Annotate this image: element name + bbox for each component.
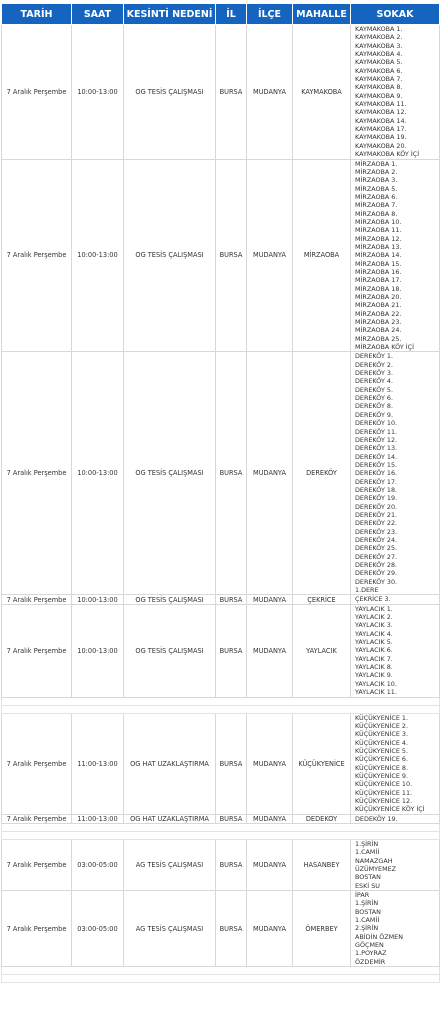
cell-ilce: MUDANYA (247, 814, 293, 823)
street-item: MİRZAOBA 3. (355, 176, 398, 185)
power-outage-table (1, 3, 440, 983)
cell-saat: 11:00-13:00 (72, 814, 124, 823)
street-item: MİRZAOBA 10. (355, 217, 402, 226)
cell-kesinti-nedeni: OG TESİS ÇALIŞMASI (124, 595, 216, 604)
cell-ilce: MUDANYA (247, 595, 293, 604)
cell-kesinti-nedeni: OG TESİS ÇALIŞMASI (124, 159, 216, 352)
street-item: YAYLACIK 1. (355, 604, 393, 613)
street-item: DEREKÖY 27. (355, 552, 398, 561)
street-item: MİRZAOBA 7. (355, 201, 398, 210)
street-item: ÇEKRİCE 3. (355, 595, 391, 604)
cell-ilce: MUDANYA (247, 839, 293, 890)
street-item: BOSTAN (355, 873, 381, 882)
table-row (2, 839, 440, 890)
street-item: KÜÇÜKYENİCE 11. (355, 788, 413, 797)
cell-tarih: 7 Aralık Perşembe (2, 891, 72, 967)
street-item: DEREKÖY 3. (355, 369, 393, 378)
street-item: YAYLACIK 3. (355, 621, 393, 630)
table-body (2, 25, 440, 983)
cell-mahalle: ÇEKRİCE (293, 595, 351, 604)
street-item: MİRZAOBA 5. (355, 184, 398, 193)
street-item: ESKİ SU (355, 881, 380, 890)
street-item: DEREKÖY 5. (355, 385, 393, 394)
street-item: DEREKÖY 21. (355, 510, 398, 519)
header-saat: SAAT (72, 4, 124, 25)
cell-tarih: 7 Aralık Perşembe (2, 595, 72, 604)
street-item: YAYLACIK 2. (355, 613, 393, 622)
street-item: YAYLACIK 6. (355, 646, 393, 655)
street-item: DEREKÖY 20. (355, 502, 398, 511)
street-item: ÖZDEMİR (355, 957, 386, 966)
cell-kesinti-nedeni: OG TESİS ÇALIŞMASI (124, 352, 216, 595)
cell-il: BURSA (216, 839, 247, 890)
street-item: KAYMAKOBA 20. (355, 141, 407, 150)
cell-ilce: MUDANYA (247, 25, 293, 160)
cell-kesinti-nedeni: OG HAT UZAKLAŞTIRMA (124, 713, 216, 814)
street-item: DEREKÖY 28. (355, 561, 398, 569)
street-item: DEREKÖY 25. (355, 544, 398, 553)
header-ilce: İLÇE (247, 4, 293, 25)
street-item: MİRZAOBA 11. (355, 226, 402, 235)
street-item: KÜÇÜKYENİCE 9. (355, 771, 409, 780)
cell-il: BURSA (216, 25, 247, 160)
empty-cell (2, 705, 440, 713)
header-tarih: TARİH (2, 4, 72, 25)
cell-saat: 03:00-05:00 (72, 891, 124, 967)
empty-row (2, 697, 440, 705)
street-item: ABİDİN ÖZMEN (355, 932, 403, 941)
cell-tarih: 7 Aralık Perşembe (2, 839, 72, 890)
street-item: DEDEKÖY 19. (355, 814, 398, 823)
street-item: MİRZAOBA 13. (355, 242, 402, 251)
street-item: KAYMAKOBA 14. (355, 116, 407, 125)
street-item: 1.CAMİİ (355, 916, 380, 925)
header-mahalle: MAHALLE (293, 4, 351, 25)
cell-mahalle: HASANBEY (293, 839, 351, 890)
cell-saat: 10:00-13:00 (72, 25, 124, 160)
street-item: GÖÇMEN (355, 941, 384, 950)
cell-kesinti-nedeni: OG HAT UZAKLAŞTIRMA (124, 814, 216, 823)
street-item: DEREKÖY 6. (355, 394, 393, 403)
cell-saat: 03:00-05:00 (72, 839, 124, 890)
table-row (2, 604, 440, 697)
cell-sokak (351, 891, 440, 967)
street-item: 1.DERE (355, 586, 379, 595)
cell-sokak (351, 604, 440, 697)
street-item: DEREKÖY 13. (355, 444, 398, 453)
cell-sokak (351, 713, 440, 814)
table-row (2, 352, 440, 595)
cell-mahalle: DEREKÖY (293, 352, 351, 595)
street-item: DEREKÖY 11. (355, 427, 398, 436)
cell-il: BURSA (216, 595, 247, 604)
cell-mahalle: KÜÇÜKYENİCE (293, 713, 351, 814)
cell-il: BURSA (216, 352, 247, 595)
cell-ilce: MUDANYA (247, 891, 293, 967)
street-item: DEREKÖY 15. (355, 460, 398, 469)
street-item: NAMAZGAH (355, 856, 393, 865)
street-item: KAYMAKOBA 9. (355, 91, 403, 100)
street-item: 1.ŞİRİN (355, 839, 379, 848)
street-item: KAYMAKOBA 1. (355, 25, 403, 33)
street-item: DEREKÖY 1. (355, 352, 393, 361)
street-item: 2.ŞİRİN (355, 924, 379, 933)
table-row (2, 814, 440, 823)
street-item: KAYMAKOBA 2. (355, 33, 403, 42)
cell-tarih: 7 Aralık Perşembe (2, 25, 72, 160)
cell-saat: 10:00-13:00 (72, 159, 124, 352)
header-kesinti-nedeni: KESİNTİ NEDENİ (124, 4, 216, 25)
cell-il: BURSA (216, 814, 247, 823)
cell-sokak (351, 839, 440, 890)
empty-cell (2, 967, 440, 975)
street-item: DEREKÖY 18. (355, 485, 398, 494)
street-item: MİRZAOBA 23. (355, 318, 402, 327)
street-item: MİRZAOBA 1. (355, 159, 398, 168)
cell-il: BURSA (216, 604, 247, 697)
street-item: ÜZÜMYEMEZ (355, 865, 397, 873)
cell-il: BURSA (216, 159, 247, 352)
street-item: KAYMAKOBA 17. (355, 125, 407, 134)
street-item: BOSTAN (355, 907, 381, 916)
street-item: 1.CAMİİ (355, 848, 380, 857)
street-item: DEREKÖY 12. (355, 435, 398, 444)
cell-mahalle: KAYMAKOBA (293, 25, 351, 160)
cell-ilce: MUDANYA (247, 352, 293, 595)
cell-il: BURSA (216, 713, 247, 814)
cell-tarih: 7 Aralık Perşembe (2, 604, 72, 697)
street-item: YAYLACIK 11. (355, 688, 397, 697)
street-item: DEREKÖY 17. (355, 477, 398, 486)
empty-cell (2, 831, 440, 839)
street-item: MİRZAOBA 25. (355, 334, 402, 343)
cell-mahalle: YAYLACIK (293, 604, 351, 697)
street-item: DEREKÖY 16. (355, 469, 398, 478)
street-item: DEREKÖY 19. (355, 494, 398, 503)
street-item: KÜÇÜKYENİCE 2. (355, 721, 409, 730)
street-item: YAYLACIK 9. (355, 671, 393, 680)
street-item: KAYMAKOBA 5. (355, 58, 403, 67)
cell-tarih: 7 Aralık Perşembe (2, 814, 72, 823)
street-item: DEREKÖY 23. (355, 527, 398, 536)
street-item: KAYMAKOBA 4. (355, 50, 403, 59)
street-item: KÜÇÜKYENİCE 12. (355, 796, 413, 805)
table-row (2, 891, 440, 967)
street-item: KÜÇÜKYENİCE 8. (355, 763, 409, 772)
table-header-row (2, 4, 440, 25)
cell-il: BURSA (216, 891, 247, 967)
street-item: MİRZAOBA 20. (355, 293, 402, 301)
street-item: DEREKÖY 22. (355, 519, 398, 528)
cell-kesinti-nedeni: AG TESİS ÇALIŞMASI (124, 891, 216, 967)
empty-row (2, 823, 440, 831)
street-item: DEREKÖY 24. (355, 535, 398, 544)
street-item: YAYLACIK 4. (355, 629, 393, 638)
street-item: YAYLACIK 5. (355, 638, 393, 647)
empty-row (2, 967, 440, 975)
cell-kesinti-nedeni: OG TESİS ÇALIŞMASI (124, 25, 216, 160)
cell-sokak (351, 352, 440, 595)
empty-row (2, 975, 440, 983)
street-item: KÜÇÜKYENİCE 3. (355, 730, 409, 739)
cell-mahalle: DEDEKÖY (293, 814, 351, 823)
street-item: KAYMAKOBA KÖY İÇİ (355, 150, 420, 159)
empty-row (2, 831, 440, 839)
cell-mahalle: ÖMERBEY (293, 891, 351, 967)
cell-saat: 10:00-13:00 (72, 352, 124, 595)
street-item: DEREKÖY 30. (355, 577, 398, 586)
cell-ilce: MUDANYA (247, 604, 293, 697)
street-item: YAYLACIK 10. (355, 679, 397, 688)
street-item: KÜÇÜKYENİCE 10. (355, 780, 413, 789)
cell-sokak (351, 814, 440, 823)
street-item: DEREKÖY 8. (355, 402, 393, 411)
cell-mahalle: MİRZAOBA (293, 159, 351, 352)
cell-sokak (351, 159, 440, 352)
cell-kesinti-nedeni: AG TESİS ÇALIŞMASI (124, 839, 216, 890)
street-item: 1.POYRAZ (355, 949, 387, 958)
street-item: KÜÇÜKYENİCE KÖY İÇİ (355, 805, 425, 814)
cell-sokak (351, 595, 440, 604)
cell-saat: 10:00-13:00 (72, 595, 124, 604)
street-item: MİRZAOBA 16. (355, 267, 402, 276)
table-row (2, 713, 440, 814)
empty-cell (2, 975, 440, 983)
cell-ilce: MUDANYA (247, 159, 293, 352)
street-item: İPAR (355, 891, 370, 900)
table-row (2, 595, 440, 604)
empty-cell (2, 697, 440, 705)
street-item: MİRZAOBA 17. (355, 276, 402, 285)
cell-saat: 10:00-13:00 (72, 604, 124, 697)
cell-sokak (351, 25, 440, 160)
street-item: MİRZAOBA 8. (355, 209, 398, 218)
empty-cell (2, 823, 440, 831)
street-item: KAYMAKOBA 3. (355, 41, 403, 50)
street-item: DEREKÖY 10. (355, 419, 398, 428)
street-item: MİRZAOBA 12. (355, 234, 402, 243)
street-item: MİRZAOBA 2. (355, 167, 398, 176)
street-item: MİRZAOBA KÖY İÇİ (355, 343, 414, 352)
street-item: MİRZAOBA 6. (355, 192, 398, 201)
cell-ilce: MUDANYA (247, 713, 293, 814)
street-item: KAYMAKOBA 12. (355, 108, 407, 117)
street-item: KAYMAKOBA 8. (355, 83, 403, 92)
cell-kesinti-nedeni: OG TESİS ÇALIŞMASI (124, 604, 216, 697)
street-item: MİRZAOBA 21. (355, 301, 402, 310)
street-item: KAYMAKOBA 6. (355, 66, 403, 75)
cell-tarih: 7 Aralık Perşembe (2, 159, 72, 352)
cell-tarih: 7 Aralık Perşembe (2, 352, 72, 595)
header-sokak: SOKAK (351, 4, 440, 25)
street-item: KAYMAKOBA 19. (355, 133, 407, 142)
cell-saat: 11:00-13:00 (72, 713, 124, 814)
empty-row (2, 705, 440, 713)
street-item: KÜÇÜKYENİCE 6. (355, 755, 409, 764)
street-item: YAYLACIK 7. (355, 654, 393, 663)
street-item: MİRZAOBA 14. (355, 251, 402, 260)
street-item: MİRZAOBA 15. (355, 259, 402, 268)
street-item: MİRZAOBA 18. (355, 284, 402, 293)
street-item: MİRZAOBA 24. (355, 326, 402, 335)
street-item: DEREKÖY 4. (355, 377, 393, 386)
street-item: DEREKÖY 29. (355, 569, 398, 578)
table-row (2, 25, 440, 160)
street-item: YAYLACIK 8. (355, 663, 393, 672)
street-item: KÜÇÜKYENİCE 1. (355, 713, 409, 722)
header-il: İL (216, 4, 247, 25)
street-item: DEREKÖY 2. (355, 360, 393, 369)
street-item: KAYMAKOBA 7. (355, 75, 403, 84)
street-item: KÜÇÜKYENİCE 5. (355, 746, 409, 755)
table-row (2, 159, 440, 352)
street-item: KAYMAKOBA 11. (355, 100, 407, 109)
street-item: KÜÇÜKYENİCE 4. (355, 738, 409, 747)
street-item: 1.ŞİRİN (355, 899, 379, 908)
cell-tarih: 7 Aralık Perşembe (2, 713, 72, 814)
street-item: DEREKÖY 9. (355, 410, 393, 419)
street-item: MİRZAOBA 22. (355, 309, 402, 318)
street-item: DEREKÖY 14. (355, 452, 398, 461)
